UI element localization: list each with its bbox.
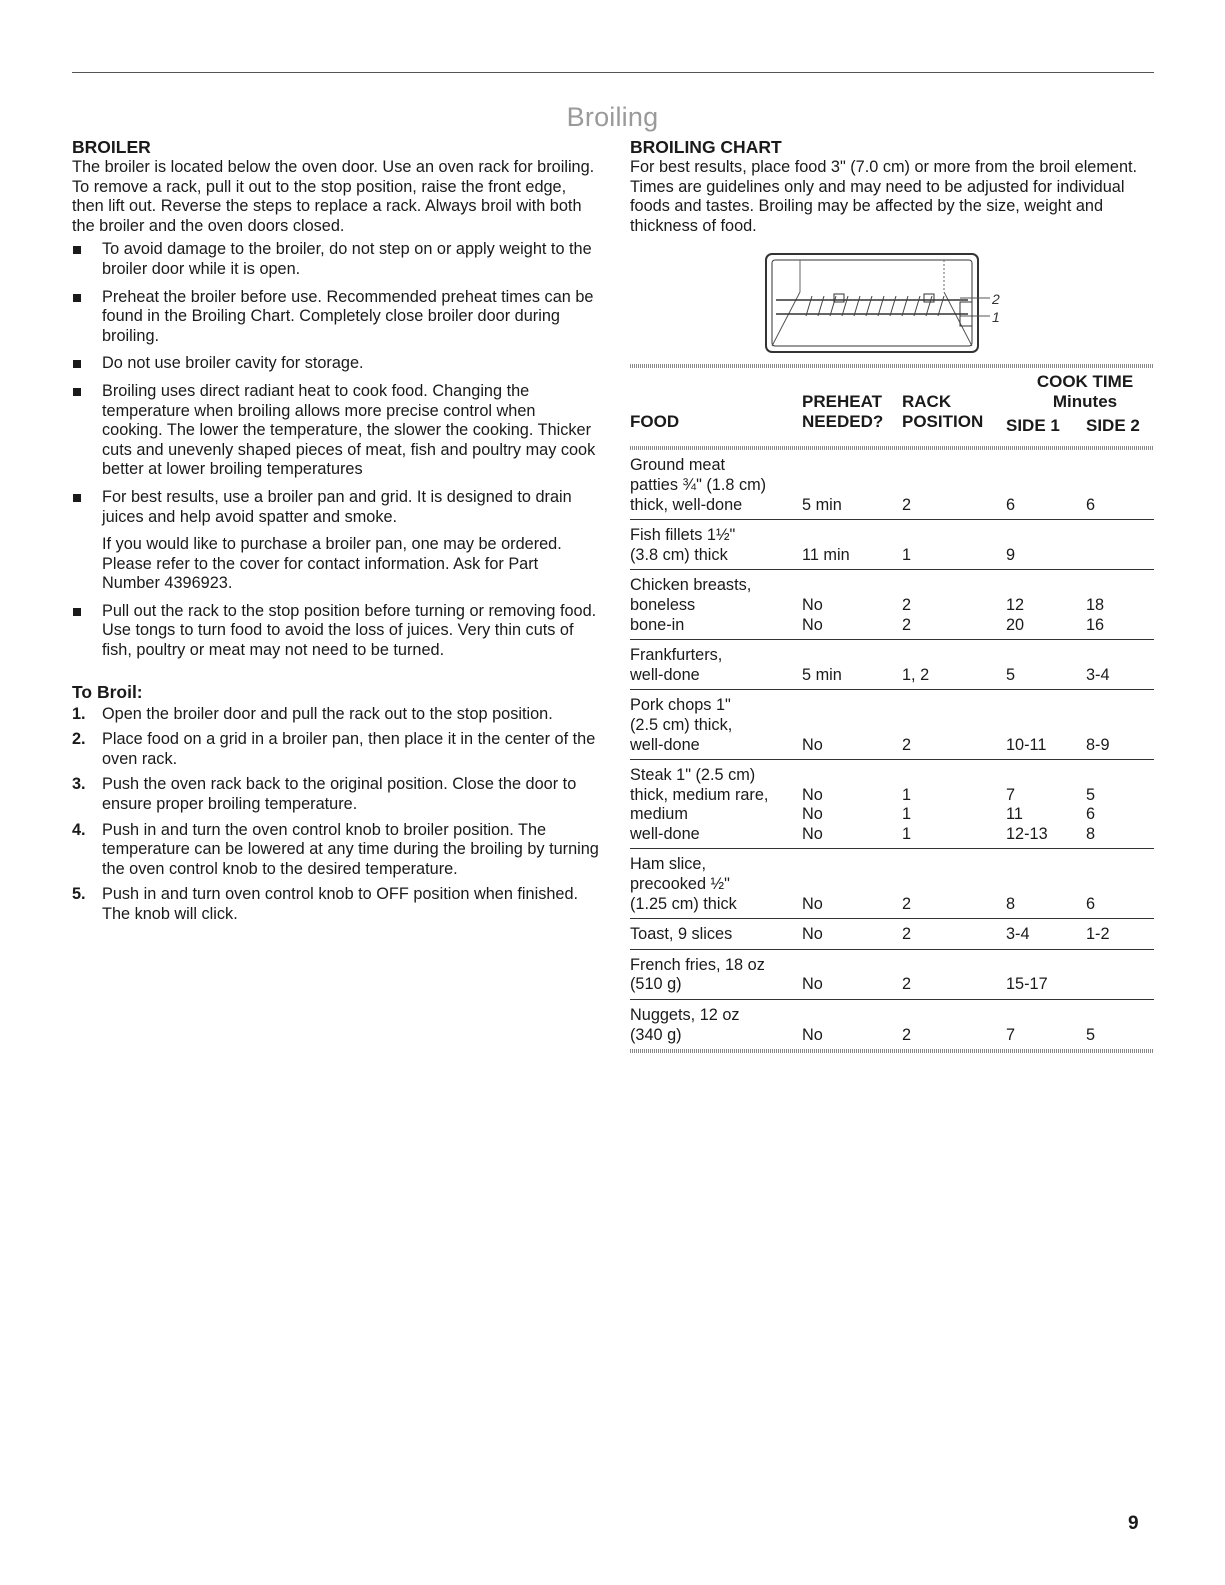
step-item: 4. Push in and turn the oven control knob to broiler position. The temperature can be lowered at any time during the broiling by turning the oven control knob to the desired temperature. — [72, 820, 599, 878]
cell-rack: 2 — [902, 450, 1006, 519]
cell-food: Ground meat patties ¾" (1.8 cm) thick, well-done — [630, 450, 802, 519]
table-row — [630, 919, 1154, 950]
step-item: 1. Open the broiler door and pull the rack out to the stop position. — [72, 704, 553, 723]
minutes-header: Minutes — [1052, 392, 1118, 412]
table-row — [630, 570, 1154, 640]
list-item: Broiling uses direct radiant heat to cook food. Changing the temperature when broiling allows more precise control when cooking. The lower the temperature, the slower the cooking. Thicker cuts and unevenly shaped pieces of meat, fish and poultry may cook better at lower broiling temperatures — [72, 382, 600, 480]
bullet-square-icon — [73, 388, 81, 396]
cell-food: Chicken breasts, boneless bone-in — [630, 570, 802, 640]
step-item: 5. Push in and turn oven control knob to OFF position when finished. The knob will click. — [72, 885, 579, 923]
list-item: Do not use broiler cavity for storage. — [72, 354, 600, 374]
bullet-square-icon — [73, 360, 81, 368]
side2-header: SIDE 2 — [1086, 416, 1140, 436]
cell-rack: 1, 2 — [902, 640, 1006, 690]
cell-rack: 2 — [902, 949, 1006, 999]
cell-food: Nuggets, 12 oz (340 g) — [630, 1006, 740, 1044]
list-item: Preheat the broiler before use. Recommended preheat times can be found in the Broiling Chart. Completely close broiler door during broiling. — [72, 288, 600, 347]
cell-side1: 15-17 — [1006, 949, 1086, 999]
rack-header: RACK POSITION — [902, 392, 984, 432]
cell-side1: 5 — [1006, 640, 1086, 690]
cell-side2: 6 — [1086, 849, 1154, 919]
cell-preheat: 5 min — [802, 640, 902, 690]
chart-bottom-rule — [630, 1049, 1154, 1053]
cell-side2: 5 6 8 — [1086, 760, 1154, 849]
bullet-square-icon — [73, 294, 81, 302]
cell-side2 — [1086, 949, 1154, 999]
table-row — [630, 849, 1154, 919]
cell-side2: 6 — [1086, 450, 1154, 519]
to-broil-heading: To Broil: — [72, 681, 143, 702]
list-item: To avoid damage to the broiler, do not step on or apply weight to the broiler door while it is open. — [72, 240, 600, 279]
cell-preheat: No — [802, 1025, 823, 1044]
cook-time-header: COOK TIME Minutes — [1006, 368, 1154, 412]
table-row — [630, 450, 1154, 519]
bullet-square-icon — [73, 494, 81, 502]
cell-rack: 1 1 1 — [902, 760, 1006, 849]
chart-header-row-2 — [630, 412, 1154, 446]
cell-side1: 10-11 — [1006, 690, 1086, 760]
list-item: For best results, use a broiler pan and grid. It is designed to drain juices and help avoid spatter and smoke. If you would like to purchase a broiler pan, one may be ordered. Please refer to the cover for contact information. Ask for Part Number 4396923. — [72, 488, 600, 594]
cell-preheat: No — [802, 949, 902, 999]
cell-rack: 2 — [902, 919, 1006, 950]
cell-side2: 18 16 — [1086, 570, 1154, 640]
chart-body — [630, 450, 1154, 1049]
cell-preheat: No No — [802, 570, 902, 640]
food-header: FOOD — [630, 412, 680, 432]
bullet-square-icon — [73, 246, 81, 254]
bullet-square-icon — [73, 608, 81, 616]
to-broil-steps — [72, 705, 600, 925]
broiler-column — [72, 136, 600, 931]
broiler-bullets — [72, 240, 600, 660]
table-row — [630, 1000, 1154, 1050]
cell-side2: 8-9 — [1086, 690, 1154, 760]
cell-side1: 8 — [1006, 849, 1086, 919]
table-row — [630, 690, 1154, 760]
cell-food: Steak 1" (2.5 cm) thick, medium rare, medium well-done — [630, 760, 802, 849]
chart-intro: For best results, place food 3" (7.0 cm) or more from the broil element. Times are guidelines only and may need to be adjusted for individual foods and tastes. Broiling may be affected by the size, weight and thickness of food. — [630, 158, 1138, 235]
broiling-chart-table — [630, 368, 1154, 1049]
cell-preheat: No — [802, 690, 902, 760]
broiler-rack-diagram — [764, 252, 1014, 354]
cell-side1: 12 20 — [1006, 570, 1086, 640]
cell-food: Pork chops 1" (2.5 cm) thick, well-done — [630, 690, 802, 760]
cell-side1: 7 11 12-13 — [1006, 760, 1086, 849]
page-number: 9 — [1128, 1513, 1139, 1534]
cell-side2: 3-4 — [1086, 640, 1154, 690]
cell-side2: 1-2 — [1086, 919, 1154, 950]
cell-food: French fries, 18 oz (510 g) — [630, 949, 802, 999]
cell-preheat: No — [802, 919, 902, 950]
table-row — [630, 640, 1154, 690]
cell-side1: 3-4 — [1006, 919, 1086, 950]
cell-preheat: 11 min — [802, 520, 902, 570]
cell-rack: 2 — [902, 849, 1006, 919]
cell-side1: 9 — [1006, 520, 1086, 570]
cell-food: Toast, 9 slices — [630, 919, 802, 950]
cell-preheat: No — [802, 849, 902, 919]
cell-food: Ham slice, precooked ½" (1.25 cm) thick — [630, 849, 802, 919]
cell-side1: 6 — [1006, 450, 1086, 519]
step-item: 3. Push the oven rack back to the original position. Close the door to ensure proper broiling temperature. — [72, 775, 577, 814]
cell-rack: 2 — [902, 690, 1006, 760]
cell-rack: 2 — [902, 1025, 912, 1044]
cell-side2: 5 — [1086, 1025, 1096, 1044]
step-item: 2. Place food on a grid in a broiler pan, then place it in the center of the oven rack. — [72, 730, 596, 768]
table-row — [630, 520, 1154, 570]
cell-food: Fish fillets 1½" (3.8 cm) thick — [630, 520, 802, 570]
cell-rack: 1 — [902, 520, 1006, 570]
side1-header: SIDE 1 — [1006, 416, 1060, 436]
preheat-header: PREHEAT NEEDED? — [802, 392, 884, 432]
cell-side2 — [1086, 520, 1154, 570]
rack-position-2-label: 2 — [992, 291, 1000, 308]
cell-rack: 2 2 — [902, 570, 1006, 640]
chart-heading: BROILING CHART — [630, 137, 782, 157]
broiler-pan-note: If you would like to purchase a broiler pan, one may be ordered. Please refer to the cover for contact information. Ask for Part Number 4396923. — [102, 535, 562, 593]
page-title: Broiling — [566, 102, 659, 133]
broiler-intro: The broiler is located below the oven door. Use an oven rack for broiling. To remove a rack, pull it out to the stop position, raise the front edge, then lift out. Reverse the steps to replace a rack. Always broil with both the broiler and the oven doors closed. — [72, 158, 595, 235]
broiler-heading: BROILER — [72, 137, 151, 157]
rack-position-1-label: 1 — [992, 309, 1000, 326]
table-row — [630, 760, 1154, 849]
broiling-chart-column — [630, 136, 1154, 1053]
top-rule — [72, 72, 1154, 73]
list-item: Pull out the rack to the stop position before turning or removing food. Use tongs to turn food to avoid the loss of juices. Very thin cuts of fish, poultry or meat may not need to be turned. — [72, 602, 600, 661]
cell-preheat: No No No — [802, 760, 902, 849]
cell-food: Frankfurters, well-done — [630, 640, 802, 690]
table-row — [630, 949, 1154, 999]
cell-preheat: 5 min — [802, 450, 902, 519]
cell-side1: 7 — [1006, 1025, 1016, 1044]
